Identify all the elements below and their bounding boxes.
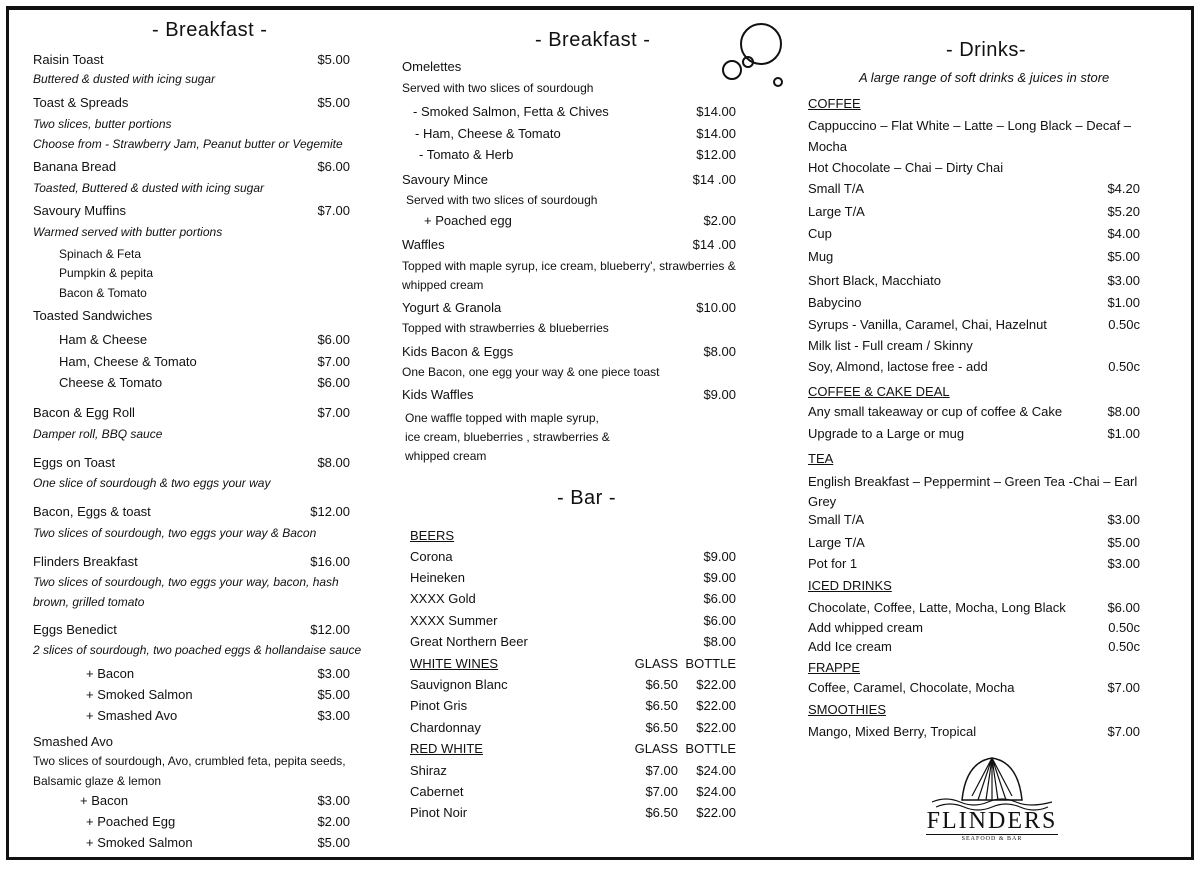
drink-item-price: $5.00 bbox=[1107, 535, 1140, 550]
menu-item-name: Ham, Cheese & Tomato bbox=[59, 354, 197, 369]
menu-item-name: Toasted Sandwiches bbox=[33, 308, 153, 323]
bar-bottle-price: $22.00 bbox=[696, 698, 736, 713]
drink-item-price: $1.00 bbox=[1107, 426, 1140, 441]
menu-item-price: $6.00 bbox=[317, 159, 350, 174]
drink-item-name: Small T/A bbox=[808, 512, 865, 527]
drink-item-price: $1.00 bbox=[1107, 295, 1140, 310]
menu-item-price: $8.00 bbox=[317, 455, 350, 470]
menu-item-name: + Smashed Avo bbox=[86, 708, 178, 723]
menu-item-name: Bacon & Egg Roll bbox=[33, 405, 135, 420]
bar-item-name: Pinot Gris bbox=[410, 698, 468, 713]
drink-item-name: Short Black, Macchiato bbox=[808, 273, 941, 288]
bar-item-name: RED WHITE bbox=[410, 741, 483, 756]
bar-glass-price: $7.00 bbox=[645, 784, 678, 799]
menu-item-price: $2.00 bbox=[317, 814, 350, 829]
drink-item-name: Hot Chocolate – Chai – Dirty Chai bbox=[808, 160, 1004, 175]
menu-item-price: $7.00 bbox=[317, 354, 350, 369]
bar-item-name: XXXX Gold bbox=[410, 591, 476, 606]
drink-item-name: FRAPPE bbox=[808, 660, 861, 675]
menu-item-name: Kids Waffles bbox=[402, 387, 474, 402]
menu-item-name: Smashed Avo bbox=[33, 734, 113, 749]
bar-item-name: Sauvignon Blanc bbox=[410, 677, 508, 692]
menu-item-name: Warmed served with butter portions bbox=[33, 225, 223, 239]
drink-item-name: Soy, Almond, lactose free - add bbox=[808, 359, 988, 374]
menu-item-name: Raisin Toast bbox=[33, 52, 104, 67]
section-subheading: A large range of soft drinks & juices in store bbox=[859, 70, 1110, 85]
bar-glass-price: $6.50 bbox=[645, 677, 678, 692]
menu-item-name: 2 slices of sourdough, two poached eggs & hollandaise sauce bbox=[33, 643, 362, 657]
menu-item-name: + Poached egg bbox=[424, 213, 512, 228]
menu-item-name: - Ham, Cheese & Tomato bbox=[415, 126, 561, 141]
menu-item-price: $14.00 bbox=[696, 104, 736, 119]
drink-item-name: Add Ice cream bbox=[808, 639, 892, 654]
drink-item-price: $4.20 bbox=[1107, 181, 1140, 196]
menu-item-name: ice cream, blueberries , strawberries & bbox=[405, 430, 610, 444]
drink-item-name: Cappuccino – Flat White – Latte – Long Black – Decaf – bbox=[808, 118, 1132, 133]
bar-bottle-price: BOTTLE bbox=[685, 656, 736, 671]
drink-item-name: Large T/A bbox=[808, 204, 865, 219]
menu-item-name: Yogurt & Granola bbox=[402, 300, 502, 315]
bar-glass-price: GLASS bbox=[634, 741, 678, 756]
drink-item-name: Mug bbox=[808, 249, 834, 264]
menu-item-name: Choose from - Strawberry Jam, Peanut butter or Vegemite bbox=[33, 137, 343, 151]
menu-item-name: Buttered & dusted with icing sugar bbox=[33, 72, 216, 86]
bar-bottle-price: $6.00 bbox=[703, 613, 736, 628]
menu-item-name: Two slices of sourdough, two eggs your way & Bacon bbox=[33, 526, 317, 540]
bar-item-name: Corona bbox=[410, 549, 453, 564]
menu-item-price: $14.00 bbox=[696, 126, 736, 141]
menu-item-price: $6.00 bbox=[317, 332, 350, 347]
drink-item-name: COFFEE bbox=[808, 96, 861, 111]
menu-item-name: + Smoked Salmon bbox=[86, 687, 193, 702]
drink-item-name: Small T/A bbox=[808, 181, 865, 196]
drink-item-name: COFFEE & CAKE DEAL bbox=[808, 384, 950, 399]
menu-item-name: Pumpkin & pepita bbox=[59, 266, 154, 280]
bar-item-name: XXXX Summer bbox=[410, 613, 498, 628]
menu-item-name: Served with two slices of sourdough bbox=[406, 193, 598, 207]
drink-item-name: Any small takeaway or cup of coffee & Cake bbox=[808, 404, 1063, 419]
drink-item-price: $5.20 bbox=[1107, 204, 1140, 219]
logo-subtext: SEAFOOD & BAR bbox=[926, 834, 1058, 842]
menu-item-name: Toasted, Buttered & dusted with icing sugar bbox=[33, 181, 265, 195]
menu-item-name: Two slices, butter portions bbox=[33, 117, 172, 131]
menu-item-price: $14 .00 bbox=[692, 237, 736, 252]
drink-item-name: Pot for 1 bbox=[808, 556, 858, 571]
bar-item-name: WHITE WINES bbox=[410, 656, 499, 671]
menu-item-name: whipped cream bbox=[402, 278, 484, 292]
menu-item-name: Balsamic glaze & lemon bbox=[33, 774, 162, 788]
menu-item-price: $6.00 bbox=[317, 375, 350, 390]
section-heading: - Bar - bbox=[557, 487, 617, 509]
bar-item-name: Shiraz bbox=[410, 763, 447, 778]
drink-item-price: $3.00 bbox=[1107, 556, 1140, 571]
drink-item-price: 0.50c bbox=[1108, 317, 1140, 332]
shell-icon bbox=[926, 752, 1058, 812]
bar-bottle-price: $24.00 bbox=[696, 763, 736, 778]
bar-item-name: Cabernet bbox=[410, 784, 464, 799]
bar-bottle-price: $9.00 bbox=[703, 549, 736, 564]
menu-item-name: + Bacon bbox=[86, 666, 135, 681]
drink-item-name: Grey bbox=[808, 494, 837, 509]
menu-item-name: - Tomato & Herb bbox=[419, 147, 514, 162]
bar-bottle-price: $22.00 bbox=[696, 720, 736, 735]
menu-item-name: Flinders Breakfast bbox=[33, 554, 138, 569]
bar-bottle-price: $6.00 bbox=[703, 591, 736, 606]
menu-item-price: $3.00 bbox=[317, 708, 350, 723]
menu-item-name: Eggs Benedict bbox=[33, 622, 117, 637]
drink-item-name: Milk list - Full cream / Skinny bbox=[808, 338, 973, 353]
logo-text: FLINDERS bbox=[926, 808, 1058, 834]
bar-glass-price: $7.00 bbox=[645, 763, 678, 778]
drink-item-name: Mocha bbox=[808, 139, 848, 154]
menu-item-price: $3.00 bbox=[317, 666, 350, 681]
bar-bottle-price: $8.00 bbox=[703, 634, 736, 649]
menu-item-name: Bacon & Tomato bbox=[59, 286, 147, 300]
menu-item-name: Savoury Mince bbox=[402, 172, 488, 187]
drink-item-price: 0.50c bbox=[1108, 639, 1140, 654]
drink-item-name: Mango, Mixed Berry, Tropical bbox=[808, 724, 977, 739]
menu-item-price: $5.00 bbox=[317, 687, 350, 702]
menu-item-price: $12.00 bbox=[310, 504, 350, 519]
flinders-logo bbox=[926, 752, 1058, 848]
drink-item-name: Chocolate, Coffee, Latte, Mocha, Long Black bbox=[808, 600, 1066, 615]
bubbles-icon bbox=[716, 20, 792, 92]
menu-item-name: Cheese & Tomato bbox=[59, 375, 163, 390]
drink-item-name: Cup bbox=[808, 226, 832, 241]
drink-item-price: $8.00 bbox=[1107, 404, 1140, 419]
section-heading: - Breakfast - bbox=[152, 19, 268, 41]
drink-item-name: Large T/A bbox=[808, 535, 865, 550]
bar-item-name: Pinot Noir bbox=[410, 805, 468, 820]
bar-item-name: Chardonnay bbox=[410, 720, 481, 735]
drink-item-price: $6.00 bbox=[1107, 600, 1140, 615]
menu-item-price: $10.00 bbox=[696, 300, 736, 315]
section-heading: - Breakfast - bbox=[535, 29, 651, 51]
bar-bottle-price: $9.00 bbox=[703, 570, 736, 585]
bar-glass-price: GLASS bbox=[634, 656, 678, 671]
menu-item-price: $3.00 bbox=[317, 793, 350, 808]
menu-item-name: Ham & Cheese bbox=[59, 332, 148, 347]
menu-item-name: Served with two slices of sourdough bbox=[402, 81, 594, 95]
menu-item-name: Banana Bread bbox=[33, 159, 117, 174]
menu-item-name: + Smoked Salmon bbox=[86, 835, 193, 850]
drink-item-price: $5.00 bbox=[1107, 249, 1140, 264]
menu-item-name: One slice of sourdough & two eggs your way bbox=[33, 476, 271, 490]
menu-item-name: Bacon, Eggs & toast bbox=[33, 504, 151, 519]
bar-bottle-price: $22.00 bbox=[696, 805, 736, 820]
menu-item-name: whipped cream bbox=[405, 449, 487, 463]
menu-item-name: brown, grilled tomato bbox=[33, 595, 145, 609]
menu-item-price: $5.00 bbox=[317, 835, 350, 850]
menu-item-price: $8.00 bbox=[703, 344, 736, 359]
menu-item-name: Kids Bacon & Eggs bbox=[402, 344, 514, 359]
bar-glass-price: $6.50 bbox=[645, 720, 678, 735]
drink-item-name: ICED DRINKS bbox=[808, 578, 892, 593]
menu-item-name: Savoury Muffins bbox=[33, 203, 126, 218]
bar-item-name: Heineken bbox=[410, 570, 465, 585]
menu-item-name: Two slices of sourdough, Avo, crumbled feta, pepita seeds, bbox=[33, 754, 346, 768]
menu-item-name: Eggs on Toast bbox=[33, 455, 116, 470]
bar-glass-price: $6.50 bbox=[645, 698, 678, 713]
menu-item-price: $12.00 bbox=[310, 622, 350, 637]
drink-item-name: Syrups - Vanilla, Caramel, Chai, Hazelnut bbox=[808, 317, 1047, 332]
menu-item-name: Topped with strawberries & blueberries bbox=[402, 321, 609, 335]
menu-item-name: One Bacon, one egg your way & one piece toast bbox=[402, 365, 660, 379]
menu-item-name: - Smoked Salmon, Fetta & Chives bbox=[413, 104, 609, 119]
bar-bottle-price: BOTTLE bbox=[685, 741, 736, 756]
drink-item-name: Add whipped cream bbox=[808, 620, 923, 635]
menu-item-name: One waffle topped with maple syrup, bbox=[405, 411, 599, 425]
menu-item-price: $7.00 bbox=[317, 405, 350, 420]
bar-bottle-price: $22.00 bbox=[696, 677, 736, 692]
drink-item-name: TEA bbox=[808, 451, 834, 466]
bar-bottle-price: $24.00 bbox=[696, 784, 736, 799]
menu-item-name: Two slices of sourdough, two eggs your way, bacon, hash bbox=[33, 575, 339, 589]
drink-item-price: $3.00 bbox=[1107, 512, 1140, 527]
menu-item-name: Omelettes bbox=[402, 59, 462, 74]
drink-item-name: SMOOTHIES bbox=[808, 702, 887, 717]
menu-item-price: $16.00 bbox=[310, 554, 350, 569]
bar-item-name: Great Northern Beer bbox=[410, 634, 528, 649]
menu-item-price: $12.00 bbox=[696, 147, 736, 162]
bar-item-name: BEERS bbox=[410, 528, 455, 543]
drink-item-name: Babycino bbox=[808, 295, 862, 310]
drink-item-price: $3.00 bbox=[1107, 273, 1140, 288]
drink-item-name: Upgrade to a Large or mug bbox=[808, 426, 965, 441]
menu-item-name: Toast & Spreads bbox=[33, 95, 129, 110]
drink-item-price: $4.00 bbox=[1107, 226, 1140, 241]
menu-item-name: Waffles bbox=[402, 237, 445, 252]
drink-item-name: English Breakfast – Peppermint – Green Tea -Chai – Earl bbox=[808, 474, 1138, 489]
menu-item-name: Damper roll, BBQ sauce bbox=[33, 427, 163, 441]
menu-item-price: $2.00 bbox=[703, 213, 736, 228]
drink-item-price: 0.50c bbox=[1108, 620, 1140, 635]
menu-item-name: + Poached Egg bbox=[86, 814, 176, 829]
section-heading: - Drinks- bbox=[946, 39, 1027, 61]
bar-glass-price: $6.50 bbox=[645, 805, 678, 820]
menu-item-price: $5.00 bbox=[317, 52, 350, 67]
menu-item-name: Spinach & Feta bbox=[59, 247, 142, 261]
drink-item-price: $7.00 bbox=[1107, 680, 1140, 695]
menu-item-price: $14 .00 bbox=[692, 172, 736, 187]
menu-item-name: Topped with maple syrup, ice cream, blueberry', strawberries & bbox=[402, 259, 736, 273]
menu-item-price: $9.00 bbox=[703, 387, 736, 402]
drink-item-price: $7.00 bbox=[1107, 724, 1140, 739]
menu-item-name: + Bacon bbox=[80, 793, 129, 808]
drink-item-name: Coffee, Caramel, Chocolate, Mocha bbox=[808, 680, 1015, 695]
menu-item-price: $5.00 bbox=[317, 95, 350, 110]
drink-item-price: 0.50c bbox=[1108, 359, 1140, 374]
menu-item-price: $7.00 bbox=[317, 203, 350, 218]
